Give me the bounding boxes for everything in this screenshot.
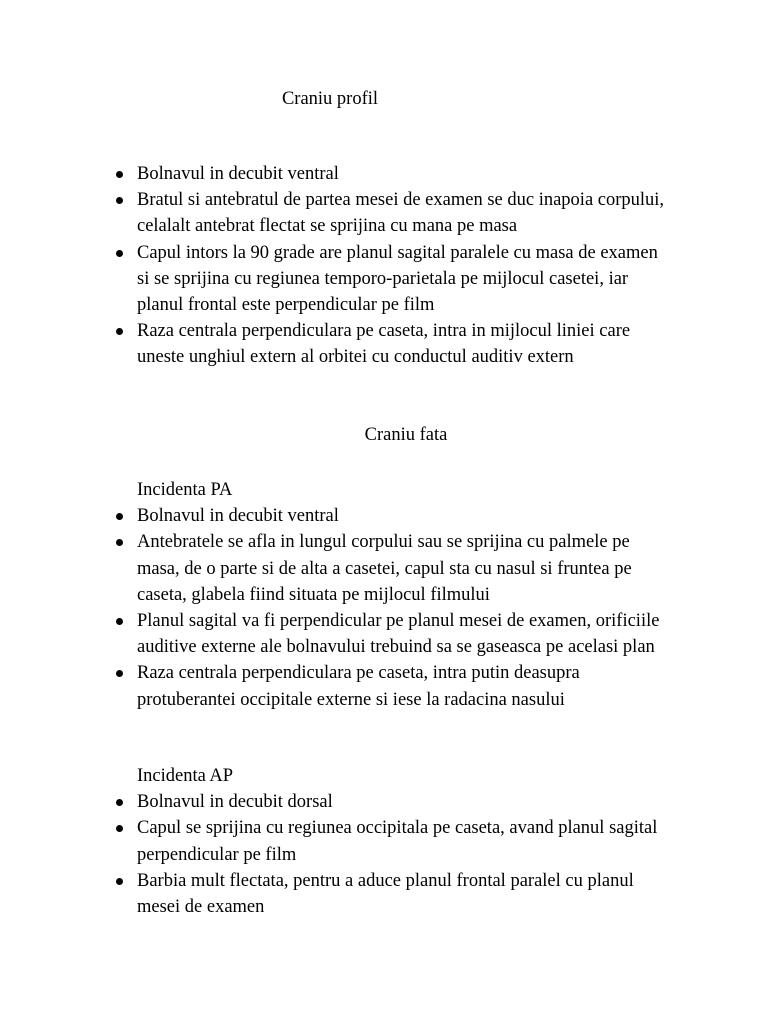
section-title-craniu-profil: Craniu profil — [281, 89, 379, 109]
subsection-heading-incidenta-ap: Incidenta AP — [137, 766, 234, 786]
list-item — [113, 529, 673, 608]
list-item-text: Raza centrala perpendiculara pe caseta, intra in mijlocul liniei care uneste unghiul extern al orbitei cu conductul auditiv extern — [137, 321, 631, 368]
list-item — [113, 240, 673, 319]
list-item-text: Bolnavul in decubit dorsal — [137, 792, 333, 813]
bullet-icon — [116, 197, 123, 204]
list-item — [113, 503, 673, 529]
bullet-icon — [116, 618, 123, 625]
incidenta-pa-block — [113, 477, 673, 713]
list-item — [113, 608, 673, 660]
list-item-text: Raza centrala perpendiculara pe caseta, intra putin deasupra protuberantei occipitale externe si iese la radacina nasului — [137, 663, 580, 710]
incidenta-ap-block — [113, 763, 673, 920]
bullet-icon — [116, 878, 123, 885]
list-item — [113, 815, 673, 867]
list-item-text: Planul sagital va fi perpendicular pe planul mesei de examen, orificiile auditive externe ale bolnavului trebuind sa se gaseasca pe acelasi plan — [137, 611, 660, 658]
bullet-icon — [116, 539, 123, 546]
list-item-text: Antebratele se afla in lungul corpului sau se sprijina cu palmele pe masa, de o parte si de alta a casetei, capul sta cu nasul si fruntea pe caseta, glabela fiind situata pe mijlocul filmului — [137, 532, 632, 605]
list-item — [113, 660, 673, 712]
bullet-icon — [116, 670, 123, 677]
bullet-icon — [116, 250, 123, 257]
list-item — [113, 187, 673, 239]
incidenta-ap-bullet-list — [113, 789, 673, 920]
list-item-text: Bolnavul in decubit ventral — [137, 506, 339, 527]
bullet-icon — [116, 328, 123, 335]
list-item — [113, 868, 673, 920]
list-item-text: Capul se sprijina cu regiunea occipitala pe caseta, avand planul sagital perpendicular pe film — [137, 818, 658, 865]
bullet-icon — [116, 513, 123, 520]
bullet-icon — [116, 825, 123, 832]
subsection-heading-incidenta-pa: Incidenta PA — [137, 480, 233, 500]
craniu-profil-bullet-list — [113, 161, 673, 371]
section-title-craniu-fata: Craniu fata — [364, 425, 448, 445]
craniu-profil-list-block — [113, 161, 673, 371]
list-item — [113, 161, 673, 187]
list-item — [113, 318, 673, 370]
list-item-text: Barbia mult flectata, pentru a aduce planul frontal paralel cu planul mesei de examen — [137, 870, 634, 918]
list-item-text: Bolnavul in decubit ventral — [137, 164, 339, 184]
bullet-icon — [116, 171, 123, 178]
list-item-text: Bratul si antebratul de partea mesei de examen se duc inapoia corpului, celalalt antebrat flectat se sprijina cu mana pe masa — [137, 190, 665, 237]
bullet-icon — [116, 799, 123, 806]
incidenta-pa-bullet-list — [113, 503, 673, 713]
list-item — [113, 789, 673, 815]
list-item-text: Capul intors la 90 grade are planul sagital paralele cu masa de examen si se sprijina cu regiunea temporo-parietala pe mijlocul casetei, iar planul frontal este perpendicular pe film — [137, 242, 658, 316]
